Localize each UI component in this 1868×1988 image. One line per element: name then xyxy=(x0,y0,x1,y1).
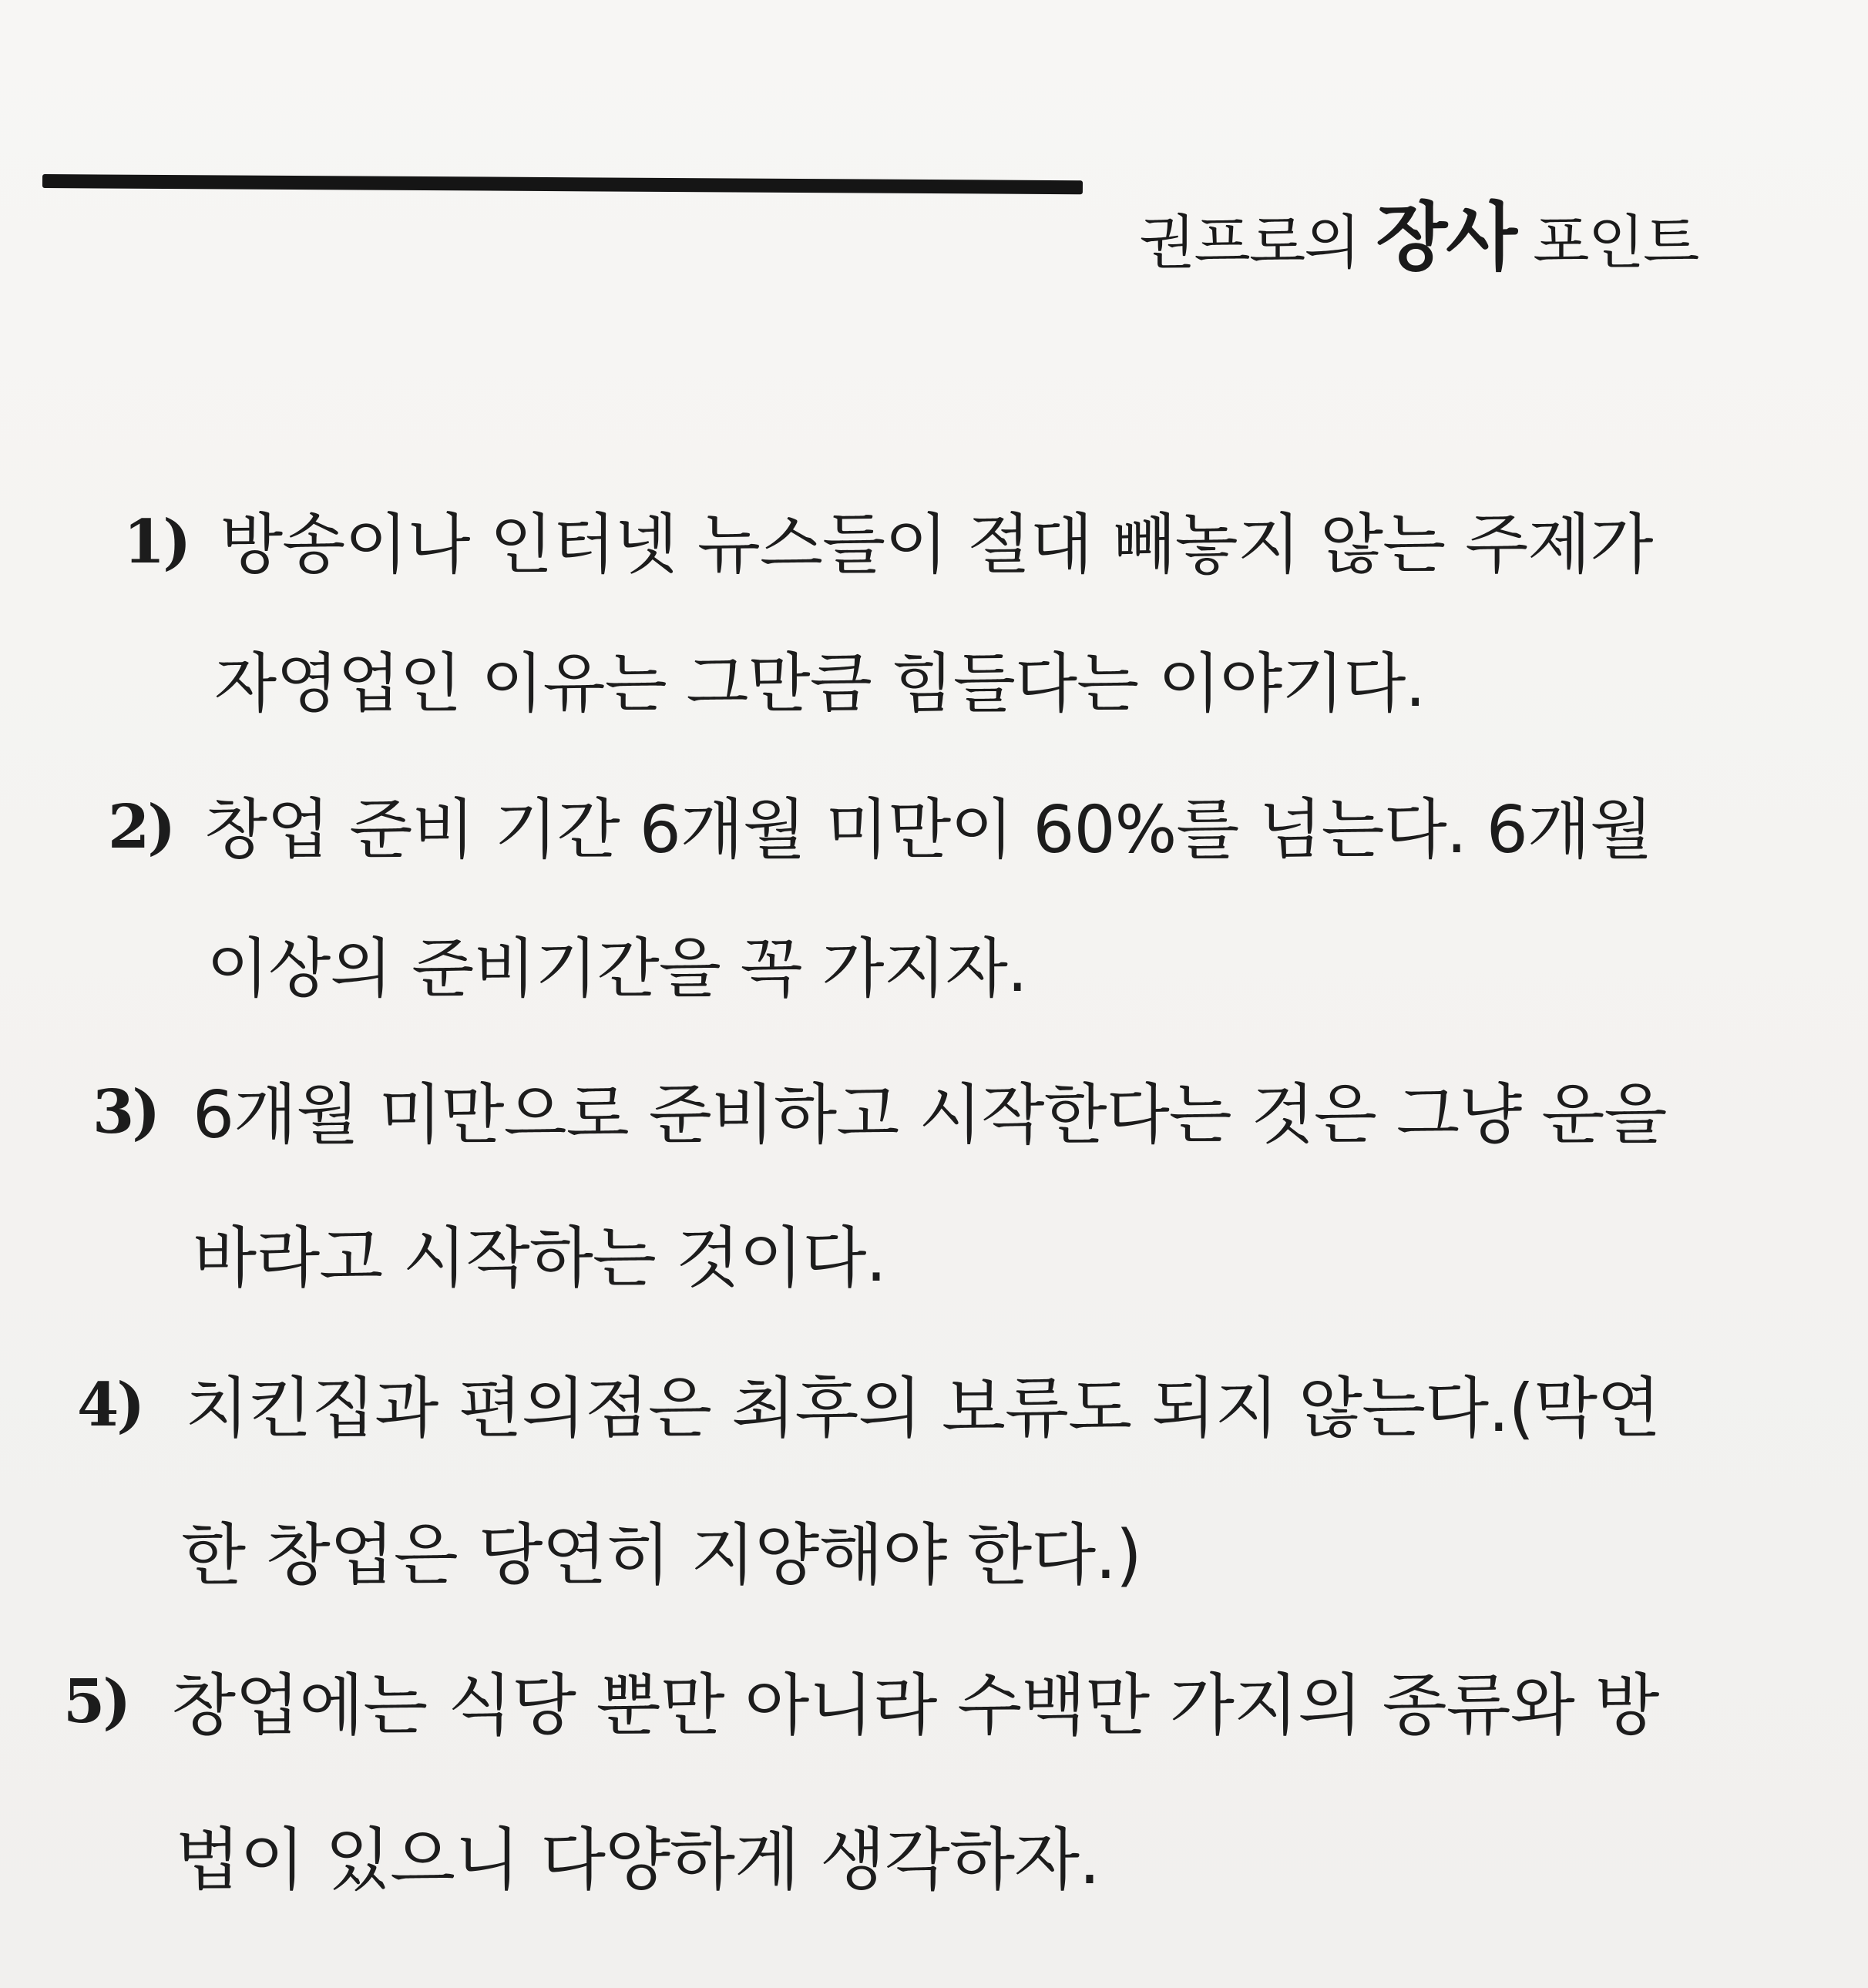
point-number: 5) xyxy=(63,1667,129,1737)
point-number: 3) xyxy=(92,1077,159,1147)
point-line: 한 창업은 당연히 지양해야 한다.) xyxy=(181,1516,1141,1594)
point-line: 바라고 시작하는 것이다. xyxy=(193,1220,886,1297)
point-number: 2) xyxy=(108,792,174,862)
point-line: 방송이나 인터넷 뉴스들이 절대 빼놓지 않는 주제가 xyxy=(220,507,1653,583)
section-title-emphasis: 장사 xyxy=(1376,194,1517,280)
point-line: 이상의 준비기간을 꼭 가지자. xyxy=(207,931,1027,1006)
point-line: 창업에는 식당 뿐만 아니라 수백만 가지의 종류와 방 xyxy=(171,1666,1659,1745)
point-line: 자영업인 이유는 그만큼 힘들다는 이야기다. xyxy=(214,646,1426,721)
point-line: 법이 있으니 다양하게 생각하자. xyxy=(175,1820,1100,1899)
point-line: 창업 준비 기간 6개월 미만이 60%를 넘는다. 6개월 xyxy=(204,792,1653,868)
point-line: 치킨집과 편의점은 최후의 보류도 되지 않는다.(막연 xyxy=(185,1370,1661,1447)
section-title xyxy=(1139,179,1698,280)
point-number: 4) xyxy=(77,1370,143,1440)
section-title-prefix: 권프로의 xyxy=(1139,208,1359,277)
header-rule xyxy=(42,174,1083,194)
section-title-suffix: 포인트 xyxy=(1533,208,1698,277)
point-line: 6개월 미만으로 준비하고 시작한다는 것은 그냥 운을 xyxy=(193,1077,1667,1154)
point-number: 1) xyxy=(123,507,190,577)
